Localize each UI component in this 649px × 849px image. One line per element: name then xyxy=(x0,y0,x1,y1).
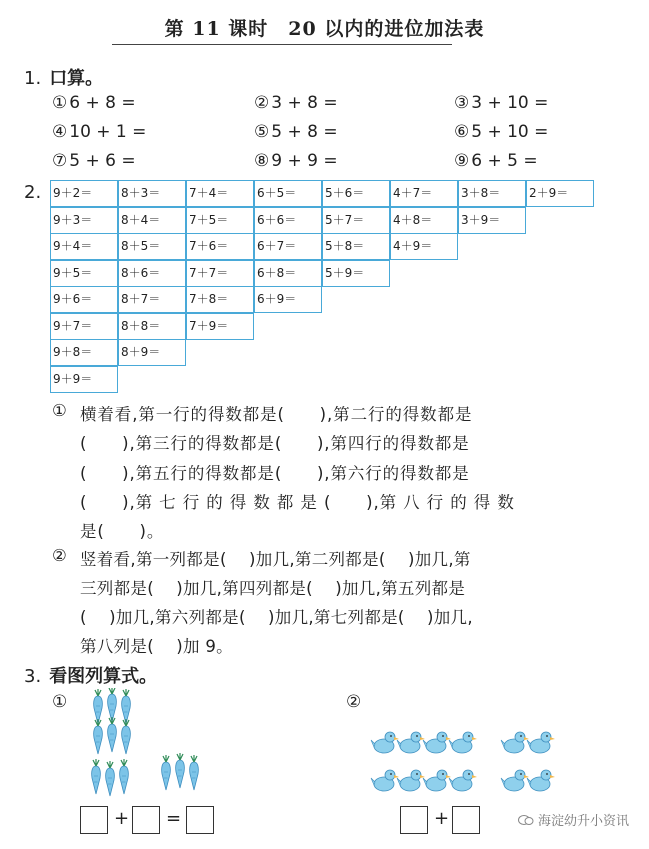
table-cell: 4＋9＝ xyxy=(390,233,458,260)
chat-icon xyxy=(518,814,534,826)
part-1-number: ① xyxy=(52,692,68,712)
equals-sign: = xyxy=(166,808,182,829)
oral-problem xyxy=(52,93,136,113)
duck-icon xyxy=(397,732,425,753)
table-cell: 9＋2＝ xyxy=(50,180,118,207)
problem-number: ⑤ xyxy=(254,122,270,142)
question-2-line: 三列都是( )加几,第四列都是( )加几,第五列都是 xyxy=(80,579,466,598)
problem-expression: 6 + 8 = xyxy=(69,93,136,113)
table-cell: 3＋9＝ xyxy=(458,207,526,234)
answer-box-3[interactable] xyxy=(186,806,214,834)
question-2-line: 第八列是( )加 9。 xyxy=(80,637,233,656)
table-cell: 6＋8＝ xyxy=(254,260,322,287)
oral-problem xyxy=(454,151,538,171)
table-cell: 2＋9＝ xyxy=(526,180,594,207)
oral-problem xyxy=(52,151,136,171)
table-cell: 6＋9＝ xyxy=(254,286,322,313)
oral-problem xyxy=(254,151,338,171)
table-cell: 7＋9＝ xyxy=(186,313,254,340)
question-2-number: ② xyxy=(52,546,68,565)
oral-problem xyxy=(454,93,548,113)
question-1-line: ( ),第三行的得数都是( ),第四行的得数都是 xyxy=(80,434,470,453)
table-cell: 8＋3＝ xyxy=(118,180,186,207)
table-cell: 8＋7＝ xyxy=(118,286,186,313)
duck-icon xyxy=(449,770,477,791)
oral-problem xyxy=(52,122,146,142)
duck-icon xyxy=(449,732,477,753)
question-2-line: 竖着看,第一列都是( )加几,第二列都是( )加几,第 xyxy=(80,550,471,569)
problem-number: ③ xyxy=(454,93,470,113)
duck-icon xyxy=(501,770,529,791)
table-cell: 9＋4＝ xyxy=(50,233,118,260)
table-cell: 5＋7＝ xyxy=(322,207,390,234)
table-cell: 9＋7＝ xyxy=(50,313,118,340)
oral-problem xyxy=(454,122,548,142)
section-1-number: 1. xyxy=(24,68,42,89)
carrot-icon xyxy=(122,689,131,724)
table-cell: 5＋9＝ xyxy=(322,260,390,287)
duck-icon xyxy=(397,770,425,791)
question-1-line: ( ),第五行的得数都是( ),第六行的得数都是 xyxy=(80,464,470,483)
problem-expression: 9 + 9 = xyxy=(271,151,338,171)
table-cell: 7＋6＝ xyxy=(186,233,254,260)
problem-number: ① xyxy=(52,93,68,113)
duck-icon xyxy=(501,732,529,753)
question-1-line: 横着看,第一行的得数都是( ),第二行的得数都是 xyxy=(80,405,473,424)
carrot-icon xyxy=(120,759,129,794)
duck-icon xyxy=(527,732,555,753)
plus-sign: + xyxy=(434,808,450,829)
section-1-title: 口算。 xyxy=(49,68,104,89)
answer-box-5[interactable] xyxy=(452,806,480,834)
table-cell: 4＋8＝ xyxy=(390,207,458,234)
table-cell: 8＋8＝ xyxy=(118,313,186,340)
page-title: 第 11 课时 20 以内的进位加法表 xyxy=(164,18,485,40)
carrot-icon xyxy=(176,753,185,788)
section-3-title: 看图列算式。 xyxy=(49,666,158,687)
problem-number: ⑨ xyxy=(454,151,470,171)
problem-number: ⑦ xyxy=(52,151,68,171)
answer-box-4[interactable] xyxy=(400,806,428,834)
watermark xyxy=(518,810,629,829)
answer-box-1[interactable] xyxy=(80,806,108,834)
question-2-line: ( )加几,第六列都是( )加几,第七列都是( )加几, xyxy=(80,608,473,627)
problem-number: ④ xyxy=(52,122,68,142)
table-cell: 8＋6＝ xyxy=(118,260,186,287)
section-2-heading xyxy=(24,182,49,203)
table-cell: 6＋6＝ xyxy=(254,207,322,234)
table-cell: 6＋5＝ xyxy=(254,180,322,207)
carrot-icon xyxy=(190,755,199,790)
title-underline xyxy=(112,44,452,45)
problem-expression: 3 + 10 = xyxy=(471,93,549,113)
table-cell: 9＋3＝ xyxy=(50,207,118,234)
carrot-icon xyxy=(106,761,115,796)
duck-picture xyxy=(368,722,568,802)
table-cell: 9＋9＝ xyxy=(50,366,118,393)
problem-expression: 5 + 10 = xyxy=(471,122,549,142)
answer-box-2[interactable] xyxy=(132,806,160,834)
watermark-text: 海淀幼升小资讯 xyxy=(537,814,629,829)
section-2-number: 2. xyxy=(24,182,42,203)
duck-icon xyxy=(423,732,451,753)
carrot-icon xyxy=(94,689,103,724)
problem-expression: 5 + 8 = xyxy=(271,122,338,142)
duck-icon xyxy=(527,770,555,791)
table-cell: 7＋4＝ xyxy=(186,180,254,207)
table-cell: 8＋5＝ xyxy=(118,233,186,260)
carrot-icon xyxy=(108,717,117,752)
carrot-icon xyxy=(122,719,131,754)
table-cell: 7＋5＝ xyxy=(186,207,254,234)
carrot-icon xyxy=(92,759,101,794)
section-3-number: 3. xyxy=(24,666,42,687)
question-1-number: ① xyxy=(52,401,68,420)
problem-expression: 10 + 1 = xyxy=(69,122,147,142)
table-cell: 9＋6＝ xyxy=(50,286,118,313)
problem-number: ⑧ xyxy=(254,151,270,171)
table-cell: 7＋8＝ xyxy=(186,286,254,313)
problem-expression: 6 + 5 = xyxy=(471,151,538,171)
problem-expression: 3 + 8 = xyxy=(271,93,338,113)
section-3-heading xyxy=(24,662,157,688)
question-1-line: 是( )。 xyxy=(80,522,165,541)
carrot-icon xyxy=(162,755,171,790)
carrot-icon xyxy=(94,719,103,754)
carrot-picture xyxy=(84,688,214,803)
duck-icon xyxy=(371,732,399,753)
part-2-number: ② xyxy=(346,692,362,712)
oral-problem xyxy=(254,93,338,113)
table-cell: 8＋4＝ xyxy=(118,207,186,234)
table-cell: 6＋7＝ xyxy=(254,233,322,260)
table-cell: 5＋6＝ xyxy=(322,180,390,207)
oral-problem xyxy=(254,122,338,142)
table-cell: 9＋8＝ xyxy=(50,339,118,366)
table-cell: 5＋8＝ xyxy=(322,233,390,260)
duck-icon xyxy=(371,770,399,791)
section-1-heading xyxy=(24,64,103,90)
question-1-line: ( ),第 七 行 的 得 数 都 是 ( ),第 八 行 的 得 数 xyxy=(80,493,515,512)
table-cell: 7＋7＝ xyxy=(186,260,254,287)
table-cell: 3＋8＝ xyxy=(458,180,526,207)
table-cell: 4＋7＝ xyxy=(390,180,458,207)
addition-table xyxy=(50,180,610,400)
problem-number: ② xyxy=(254,93,270,113)
duck-icon xyxy=(423,770,451,791)
plus-sign: + xyxy=(114,808,130,829)
problem-number: ⑥ xyxy=(454,122,470,142)
table-cell: 9＋5＝ xyxy=(50,260,118,287)
problem-expression: 5 + 6 = xyxy=(69,151,136,171)
carrot-icon xyxy=(108,688,117,722)
table-cell: 8＋9＝ xyxy=(118,339,186,366)
